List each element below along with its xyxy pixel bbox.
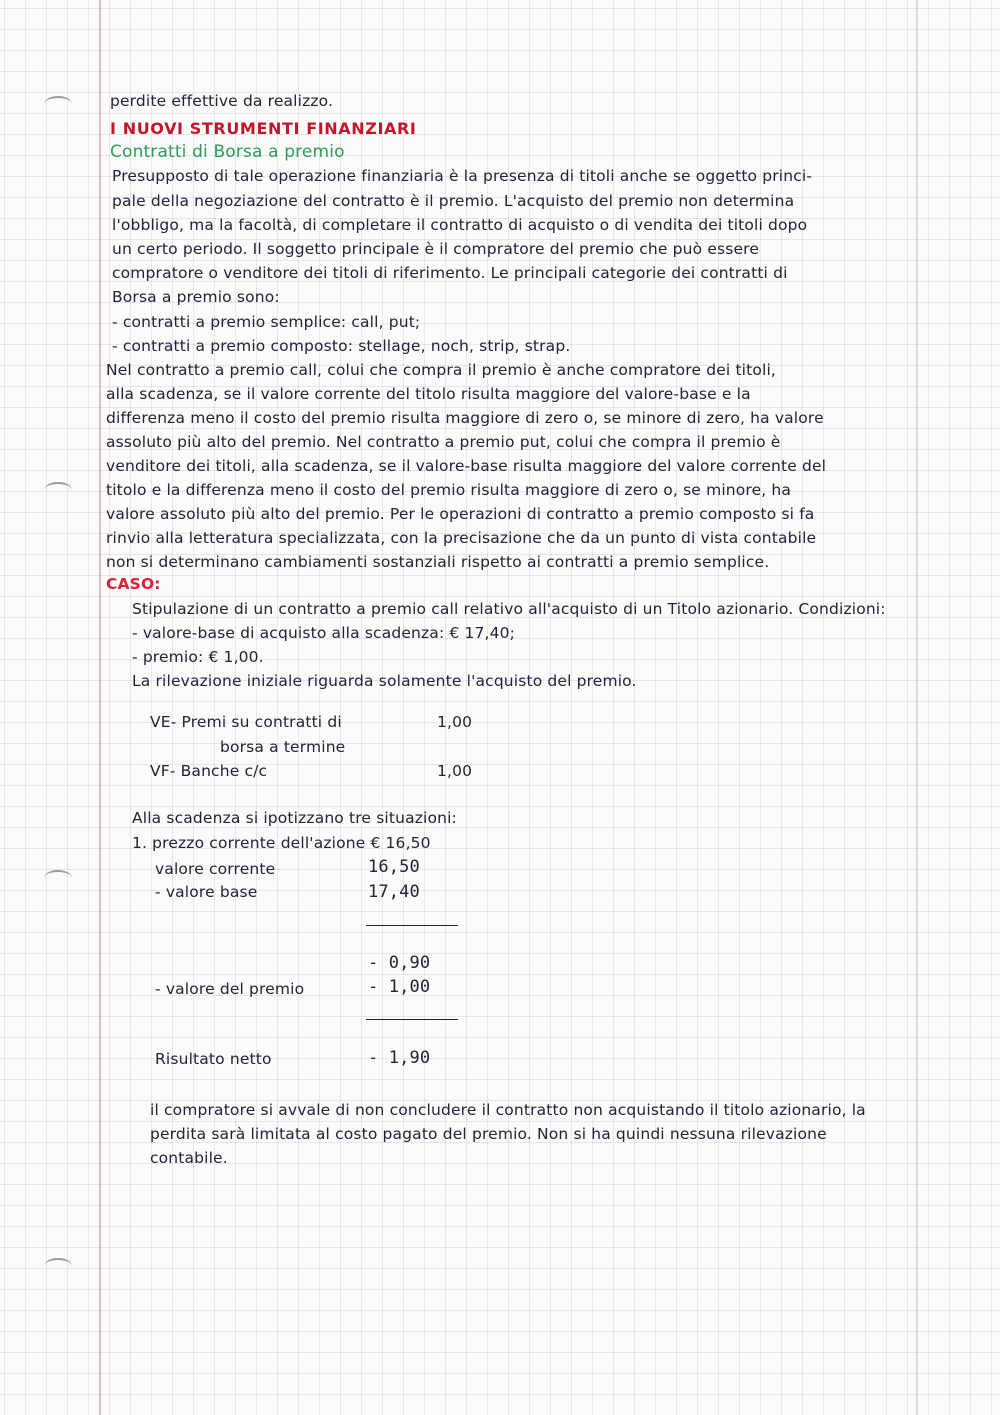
paragraph-line: differenza meno il costo del premio risulta maggiore di zero o, se minore di zero, ha valore <box>106 409 824 427</box>
text-line: perdite effettive da realizzo. <box>110 92 334 110</box>
paragraph-line: valore assoluto più alto del premio. Per le operazioni di contratto a premio composto si fa <box>106 505 815 523</box>
case-line: Stipulazione di un contratto a premio call relativo all'acquisto di un Titolo azionario. Condizioni: <box>132 600 886 618</box>
calc-value: 17,40 <box>368 882 420 902</box>
case-condition: - valore-base di acquisto alla scadenza: € 17,40; <box>132 624 515 642</box>
case-condition: - premio: € 1,00. <box>132 648 264 666</box>
bullet-item: - contratti a premio composto: stellage, noch, strip, strap. <box>112 337 571 355</box>
calc-label: - valore base <box>155 883 258 901</box>
page-edge-line <box>916 0 918 1415</box>
binder-hole-mark <box>44 870 72 886</box>
paragraph-line: Nel contratto a premio call, colui che compra il premio è anche compratore dei titoli, <box>106 361 776 379</box>
journal-entry-account: VE- Premi su contratti di <box>150 713 342 731</box>
section-title: I NUOVI STRUMENTI FINANZIARI <box>110 119 417 138</box>
paragraph-line: alla scadenza, se il valore corrente del titolo risulta maggiore del valore-base e la <box>106 385 751 403</box>
calc-label: valore corrente <box>155 860 276 878</box>
paragraph-line: assoluto più alto del premio. Nel contratto a premio put, colui che compra il premio è <box>106 433 781 451</box>
calc-label: Risultato netto <box>155 1050 272 1068</box>
sum-rule <box>366 925 458 926</box>
paragraph-line: il compratore si avvale di non concludere il contratto non acquistando il titolo azionario, la <box>150 1101 866 1119</box>
sum-rule <box>366 1019 458 1020</box>
scenario-intro: Alla scadenza si ipotizzano tre situazioni: <box>132 809 457 827</box>
case-label: CASO: <box>106 575 161 593</box>
paragraph-line: compratore o venditore dei titoli di riferimento. Le principali categorie dei contratti di <box>112 264 788 282</box>
binder-hole-mark <box>44 96 72 112</box>
paragraph-line: rinvio alla letteratura specializzata, con la precisazione che da un punto di vista contabile <box>106 529 817 547</box>
paragraph-line: venditore dei titoli, alla scadenza, se il valore-base risulta maggiore del valore corrente del <box>106 457 827 475</box>
calc-label: - valore del premio <box>155 980 305 998</box>
paragraph-line: non si determinano cambiamenti sostanziali rispetto ai contratti a premio semplice. <box>106 553 770 571</box>
paragraph-line: Presupposto di tale operazione finanziaria è la presenza di titoli anche se oggetto princi- <box>112 167 813 185</box>
journal-entry-amount: 1,00 <box>437 762 473 780</box>
binder-hole-mark <box>44 482 72 498</box>
scenario-item: 1. prezzo corrente dell'azione € 16,50 <box>132 834 431 852</box>
paragraph-line: titolo e la differenza meno il costo del premio risulta maggiore di zero o, se minore, ha <box>106 481 792 499</box>
calc-value: 16,50 <box>368 857 420 877</box>
paragraph-line: pale della negoziazione del contratto è il premio. L'acquisto del premio non determina <box>112 192 795 210</box>
paragraph-line: contabile. <box>150 1149 228 1167</box>
paragraph-line: l'obbligo, ma la facoltà, di completare il contratto di acquisto o di vendita dei titoli dopo <box>112 216 808 234</box>
margin-line <box>99 0 101 1415</box>
case-line: La rilevazione iniziale riguarda solamente l'acquisto del premio. <box>132 672 637 690</box>
paragraph-line: Borsa a premio sono: <box>112 288 280 306</box>
paragraph-line: un certo periodo. Il soggetto principale è il compratore del premio che può essere <box>112 240 760 258</box>
journal-entry-amount: 1,00 <box>437 713 473 731</box>
binder-hole-mark <box>44 1258 72 1274</box>
calc-value: - 1,00 <box>368 977 431 997</box>
calc-value: - 1,90 <box>368 1048 431 1068</box>
paragraph-line: perdita sarà limitata al costo pagato del premio. Non si ha quindi nessuna rilevazione <box>150 1125 827 1143</box>
calc-value: - 0,90 <box>368 953 431 973</box>
bullet-item: - contratti a premio semplice: call, put; <box>112 313 421 331</box>
section-subtitle: Contratti di Borsa a premio <box>110 142 345 162</box>
journal-entry-account: VF- Banche c/c <box>150 762 268 780</box>
journal-entry-account: borsa a termine <box>220 738 346 756</box>
